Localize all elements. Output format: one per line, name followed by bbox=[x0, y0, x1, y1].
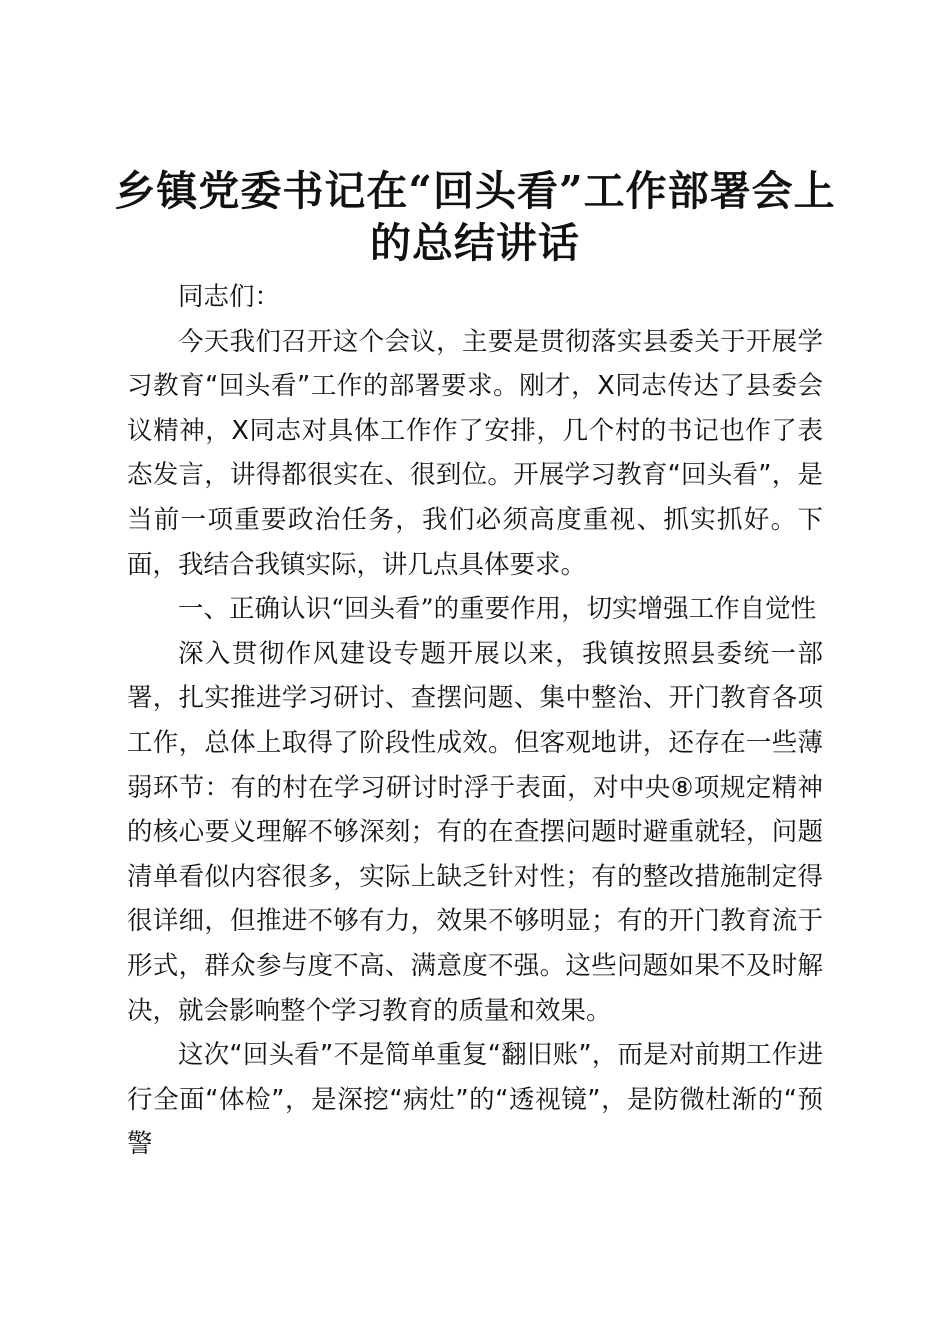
paragraph-review: 这次“回头看”不是简单重复“翻旧账”，而是对前期工作进行全面“体检”，是深挖“病灶”的“透视镜”，是防微杜渐的“预警 bbox=[127, 1040, 823, 1160]
salutation: 同志们： bbox=[178, 282, 281, 312]
paragraph-section-1: 深入贯彻作风建设专题开展以来，我镇按照县委统一部署，扎实推进学习研讨、查摆问题、集中整治、开门教育各项工作，总体上取得了阶段性成效。但客观地讲，还存在一些薄弱环节：有的村在学习研讨时浮于表面，对中央⑧项规定精神的核心要义理解不够深刻；有的在查摆问题时避重就轻，问题清单看似内容很多，实际上缺乏针对性；有的整改措施制定得很详细，但推进不够有力，效果不够明显；有的开门教育流于形式，群众参与度不高、满意度不强。这些问题如果不及时解决，就会影响整个学习教育的质量和效果。 bbox=[127, 638, 823, 1026]
section-heading-1: 一、正确认识“回头看”的重要作用，切实增强工作自觉性 bbox=[178, 594, 817, 625]
document-title: 乡镇党委书记在“回头看”工作部署会上的总结讲话 bbox=[114, 167, 836, 267]
paragraph-intro: 今天我们召开这个会议，主要是贯彻落实县委关于开展学习教育“回头看”工作的部署要求。刚才，X同志传达了县委会议精神，X同志对具体工作作了安排，几个村的书记也作了表态发言，讲得都很实在、很到位。开展学习教育“回头看”，是当前一项重要政治任务，我们必须高度重视、抓实抓好。下面，我结合我镇实际，讲几点具体要求。 bbox=[127, 326, 823, 580]
document-body bbox=[127, 275, 823, 1167]
